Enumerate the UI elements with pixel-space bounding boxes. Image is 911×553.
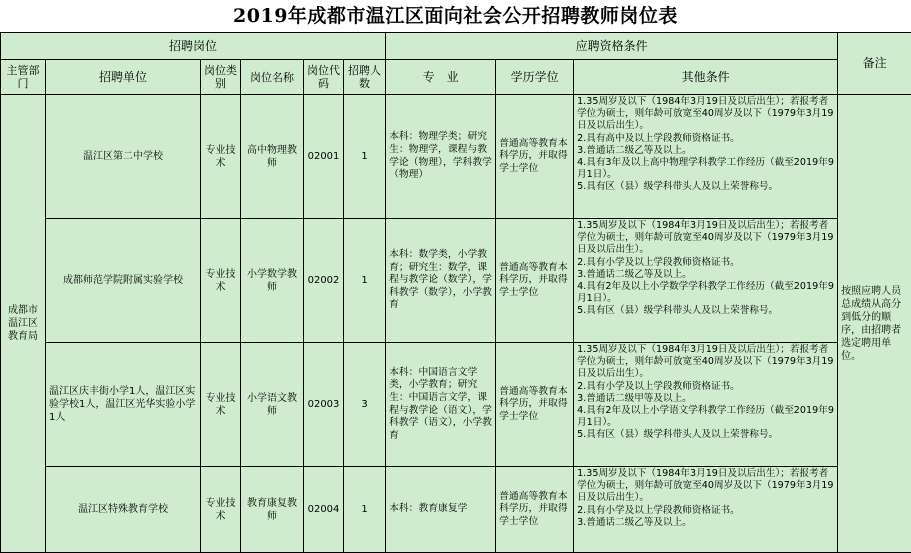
unit-cell: 温江区庆丰街小学1人，温江区实验学校1人，温江区光华实验小学1人 [46, 343, 201, 467]
condition-item: 3.普通话二级乙等及以上。 [577, 144, 692, 156]
condition-item: 1.35周岁及以下（1984年3月19日及以后出生）；若报考者学位为硕士，则年龄可放宽至40周岁及以下（1979年3月19日及以后出生）。 [577, 468, 834, 504]
count-cell: 3 [344, 343, 386, 467]
table-row [1, 95, 911, 219]
count-cell: 1 [344, 95, 386, 219]
major-cell: 本科：数学类，小学教育；研究生：数学，课程与教学论（数学），学科教学（数学），小学教育 [386, 219, 496, 343]
post-type-cell: 专业技术 [201, 219, 241, 343]
unit-cell: 成都师范学院附属实验学校 [46, 219, 201, 343]
condition-item: 5.具有区（县）级学科带头人及以上荣誉称号。 [577, 181, 779, 193]
header-post-type: 岗位类别 [201, 60, 241, 95]
header-group-quals: 应聘资格条件 [386, 33, 838, 60]
post-code-cell: 02002 [304, 219, 344, 343]
post-code-cell: 02003 [304, 343, 344, 467]
header-major: 专 业 [386, 60, 496, 95]
post-type-cell: 专业技术 [201, 95, 241, 219]
post-name-cell: 小学数学教师 [241, 219, 304, 343]
condition-item: 3.普通话二级乙等及以上。 [577, 268, 692, 280]
conditions-cell [574, 219, 838, 343]
condition-item: 4.具有2年及以上小学数学学科教学工作经历（截至2019年9月1日）。 [577, 281, 834, 305]
condition-item: 1.35周岁及以下（1984年3月19日及以后出生）；若报考者学位为硕士，则年龄可放宽至40周岁及以下（1979年3月19日及以后出生）。 [577, 96, 834, 132]
education-cell: 普通高等教育本科学历，并取得学士学位 [496, 95, 574, 219]
post-code-cell: 02001 [304, 95, 344, 219]
condition-item: 5.具有区（县）级学科带头人及以上荣誉称号。 [577, 305, 779, 317]
conditions-cell [574, 343, 838, 467]
condition-item: 1.35周岁及以下（1984年3月19日及以后出生）；若报考者学位为硕士，则年龄可放宽至40周岁及以下（1979年3月19日及以后出生）。 [577, 220, 834, 256]
conditions-cell [574, 467, 838, 553]
positions-table [0, 32, 911, 553]
header-other: 其他条件 [574, 60, 838, 95]
education-cell: 普通高等教育本科学历，并取得学士学位 [496, 343, 574, 467]
header-count: 招聘人数 [344, 60, 386, 95]
condition-item: 3.普通话二级乙等及以上。 [577, 516, 692, 528]
post-name-cell: 高中物理教师 [241, 95, 304, 219]
condition-item: 2.具有小学及以上学段教师资格证书。 [577, 256, 740, 268]
major-cell: 本科：中国语言文学类，小学教育；研究生：中国语言文学，课程与教学论（语文），学科教学（语文），小学教育 [386, 343, 496, 467]
post-type-cell: 专业技术 [201, 343, 241, 467]
unit-cell: 温江区第二中学校 [46, 95, 201, 219]
header-dept: 主管部门 [1, 60, 46, 95]
condition-item: 4.具有3年及以上高中物理学科教学工作经历（截至2019年9月1日）。 [577, 157, 834, 181]
post-name-cell: 小学语文教师 [241, 343, 304, 467]
conditions-cell [574, 95, 838, 219]
condition-item: 4.具有2年及以上小学语文学科教学工作经历（截至2019年9月1日）。 [577, 405, 834, 429]
page-title: 2019年成都市温江区面向社会公开招聘教师岗位表 [0, 0, 911, 32]
major-cell: 本科：物理学类；研究生：物理学，课程与教学论（物理），学科教学（物理） [386, 95, 496, 219]
condition-item: 2.具有小学及以上学段教师资格证书。 [577, 504, 740, 516]
unit-cell: 温江区特殊教育学校 [46, 467, 201, 553]
header-post-name: 岗位名称 [241, 60, 304, 95]
condition-item: 2.具有小学及以上学段教师资格证书。 [577, 380, 740, 392]
header-group-posts: 招聘岗位 [1, 33, 386, 60]
header-remarks: 备注 [838, 33, 911, 95]
header-education: 学历学位 [496, 60, 574, 95]
count-cell: 1 [344, 467, 386, 553]
table-row [1, 219, 911, 343]
remark-cell: 按照应聘人员总成绩从高分到低分的顺序，由招聘者选定聘用单位。 [838, 95, 911, 553]
table-row [1, 467, 911, 553]
condition-item: 5.具有区（县）级学科带头人及以上荣誉称号。 [577, 429, 779, 441]
table-row [1, 343, 911, 467]
condition-item: 2.具有高中及以上学段教师资格证书。 [577, 132, 740, 144]
post-code-cell: 02004 [304, 467, 344, 553]
header-post-code: 岗位代码 [304, 60, 344, 95]
count-cell: 1 [344, 219, 386, 343]
condition-item: 3.普通话二级甲等及以上。 [577, 392, 692, 404]
education-cell: 普通高等教育本科学历，并取得学士学位 [496, 219, 574, 343]
post-name-cell: 教育康复教师 [241, 467, 304, 553]
major-cell: 本科：教育康复学 [386, 467, 496, 553]
dept-cell: 成都市温江区教育局 [1, 95, 46, 553]
education-cell: 普通高等教育本科学历，并取得学士学位 [496, 467, 574, 553]
condition-item: 1.35周岁及以下（1984年3月19日及以后出生）；若报考者学位为硕士，则年龄可放宽至40周岁及以下（1979年3月19日及以后出生）。 [577, 344, 834, 380]
post-type-cell: 专业技术 [201, 467, 241, 553]
header-unit: 招聘单位 [46, 60, 201, 95]
